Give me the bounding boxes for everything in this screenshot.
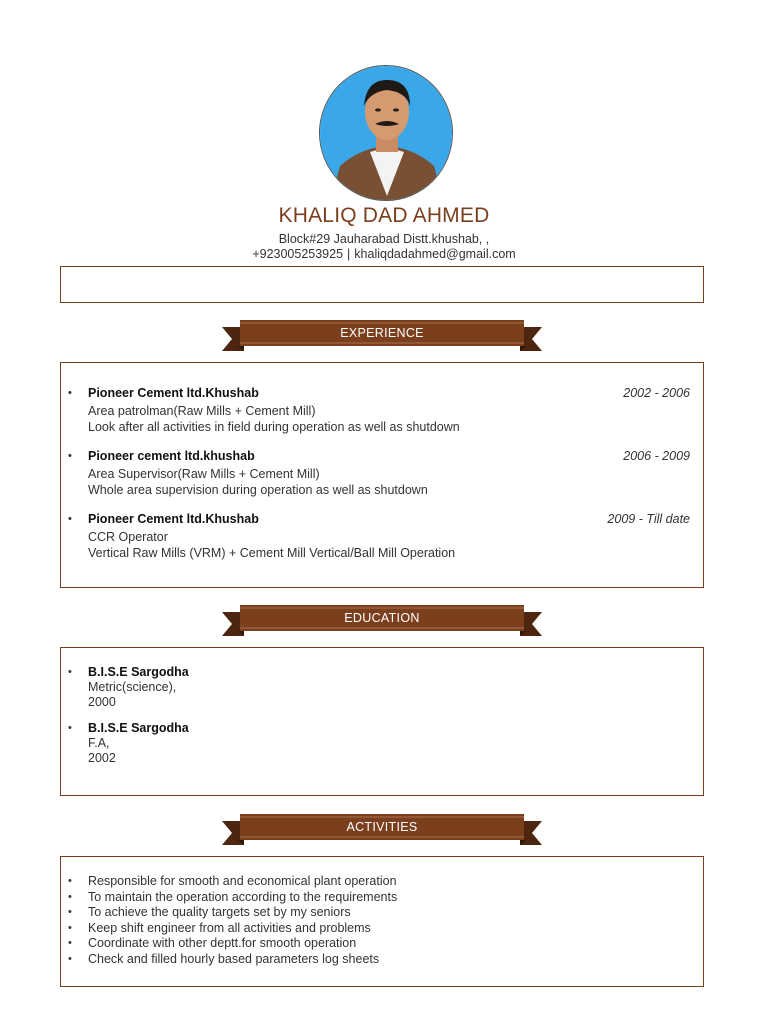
activity-text: Check and filled hourly based parameters log sheets bbox=[88, 951, 380, 966]
job-description: Whole area supervision during operation as well as shutdown bbox=[88, 483, 428, 497]
candidate-name: KHALIQ DAD AHMED bbox=[278, 204, 490, 227]
job-role: CCR Operator bbox=[88, 530, 168, 544]
activities-section-header bbox=[222, 814, 542, 846]
job-role: Area Supervisor(Raw Mills + Cement Mill) bbox=[88, 467, 320, 481]
section-title: EDUCATION bbox=[344, 611, 420, 625]
bullet-icon: • bbox=[68, 906, 72, 918]
profile-photo bbox=[319, 65, 453, 201]
list-item bbox=[68, 951, 688, 968]
contact-line bbox=[0, 247, 768, 261]
bullet-icon: • bbox=[68, 722, 72, 734]
email[interactable]: khaliqdadahmed@gmail.com bbox=[354, 247, 516, 261]
education-degree: F.A, bbox=[88, 736, 110, 750]
activity-text: Coordinate with other deptt.for smooth operation bbox=[88, 936, 357, 950]
summary-box bbox=[60, 266, 704, 303]
contact-separator: | bbox=[347, 247, 351, 261]
education-school: B.I.S.E Sargodha bbox=[88, 721, 189, 735]
section-title: EXPERIENCE bbox=[340, 326, 424, 340]
job-entry bbox=[68, 385, 692, 435]
job-company: Pioneer Cement ltd.Khushab bbox=[88, 512, 259, 526]
experience-section-header bbox=[222, 320, 542, 352]
education-year: 2000 bbox=[88, 695, 116, 709]
bullet-icon: • bbox=[68, 513, 72, 525]
job-description: Vertical Raw Mills (VRM) + Cement Mill Vertical/Ball Mill Operation bbox=[88, 546, 456, 560]
education-school: B.I.S.E Sargodha bbox=[88, 665, 189, 679]
job-description: Look after all activities in field during operation as well as shutdown bbox=[88, 420, 460, 434]
activity-text: To maintain the operation according to the requirements bbox=[88, 889, 398, 904]
bullet-icon: • bbox=[68, 890, 72, 903]
job-period: 2002 - 2006 bbox=[623, 386, 690, 400]
education-entry bbox=[68, 721, 189, 766]
job-company: Pioneer Cement ltd.Khushab bbox=[88, 386, 259, 400]
list-item bbox=[68, 936, 688, 952]
education-section-header bbox=[222, 605, 542, 637]
list-item bbox=[68, 905, 688, 921]
bullet-icon: • bbox=[68, 952, 72, 965]
bullet-icon: • bbox=[68, 387, 72, 399]
bullet-icon: • bbox=[68, 666, 72, 678]
phone: +923005253925 bbox=[252, 247, 344, 261]
bullet-icon: • bbox=[68, 937, 72, 949]
job-period: 2009 - Till date bbox=[607, 512, 690, 526]
job-period: 2006 - 2009 bbox=[623, 449, 690, 463]
activity-text: Keep shift engineer from all activities and problems bbox=[88, 920, 371, 935]
bullet-icon: • bbox=[68, 450, 72, 462]
education-entry bbox=[68, 665, 189, 710]
job-entry bbox=[68, 511, 692, 561]
bullet-icon: • bbox=[68, 875, 72, 887]
bullet-icon: • bbox=[68, 921, 72, 934]
education-year: 2002 bbox=[88, 751, 116, 765]
list-item bbox=[68, 874, 688, 890]
list-item bbox=[68, 920, 688, 937]
job-role: Area patrolman(Raw Mills + Cement Mill) bbox=[88, 404, 316, 418]
list-item bbox=[68, 889, 688, 906]
address: Block#29 Jauharabad Distt.khushab, , bbox=[278, 232, 490, 246]
section-title: ACTIVITIES bbox=[346, 820, 418, 834]
job-entry bbox=[68, 448, 692, 498]
job-company: Pioneer cement ltd.khushab bbox=[88, 449, 255, 463]
activity-text: Responsible for smooth and economical plant operation bbox=[88, 874, 397, 888]
activities-list bbox=[68, 874, 688, 967]
education-degree: Metric(science), bbox=[88, 680, 177, 694]
activity-text: To achieve the quality targets set by my seniors bbox=[88, 905, 351, 919]
